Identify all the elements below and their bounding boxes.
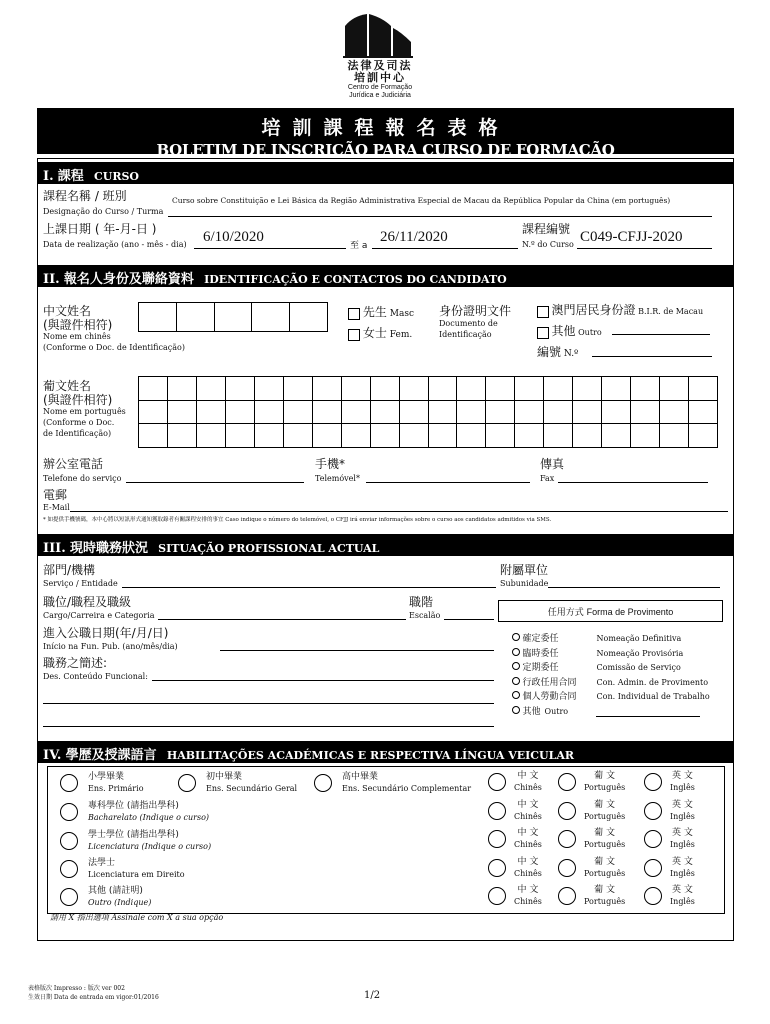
cargo-input[interactable] (158, 619, 406, 620)
date-to-value[interactable]: 26/11/2020 (380, 229, 448, 245)
section-4-title-zh: 學歷及授課語言 (65, 748, 157, 763)
cfjj-logo-icon (343, 12, 413, 58)
section-4-title-pt: HABILITAÇÕES ACADÉMICAS E RESPECTIVA LÍNGUA VEICULAR (166, 749, 575, 762)
secgeral-option-label (206, 771, 297, 795)
lang-chinese-circle[interactable] (488, 773, 506, 791)
primary-option-circle[interactable] (60, 774, 78, 792)
subunit-input[interactable] (548, 587, 720, 588)
dept-label-pt: Serviço / Entidade (43, 579, 118, 588)
func-label-zh: 職務之簡述: (43, 656, 108, 670)
other-doc-underline (612, 334, 710, 335)
seccomp-label-pt: Ens. Secundário Complementar (342, 784, 472, 793)
section-2-header (37, 265, 734, 287)
lang-portuguese-pt: Português (584, 783, 626, 792)
secgeral-label-zh: 初中畢業 (206, 772, 243, 782)
doc-label-pt-1: Documento de (439, 319, 498, 328)
date-label-pt: Data de realização (ano - mês - dia) (43, 240, 187, 249)
footer-version (28, 984, 159, 1002)
section-1-number: I. (43, 169, 54, 184)
name-zh-label-zh-2: (與證件相符) (43, 318, 113, 332)
logo-zh-line1: 法律及司法 (347, 59, 413, 72)
provimento-options (512, 632, 710, 720)
lang-portuguese-label (584, 770, 625, 794)
footer-print-line: 表格版次 Impresso : 版次 ver 002 (28, 985, 125, 992)
mr-label-zh: 先生 (362, 305, 387, 319)
lang-english-label (670, 799, 695, 823)
func-input-line-2[interactable] (43, 703, 494, 704)
name-pt-input-grid[interactable] (138, 376, 718, 448)
lang-chinese-pt: Chinês (514, 840, 542, 850)
section-2-number: II. (43, 272, 60, 287)
doc-number-label-pt: N.º (563, 349, 579, 359)
subunit-label-zh: 附屬單位 (500, 563, 549, 577)
office-phone-label-pt: Telefone do serviço (43, 474, 122, 483)
name-pt-label-pt-2: (Conforme o Doc. (43, 418, 115, 427)
bir-label-zh: 澳門居民身份證 (551, 303, 636, 317)
lang-english-circle[interactable] (644, 830, 662, 848)
provimento-other-input[interactable] (596, 716, 700, 717)
section-4-number: IV. (43, 748, 62, 763)
name-pt-label-zh-2: (與證件相符) (43, 393, 113, 407)
section-4-header (37, 741, 734, 763)
date-from-value[interactable]: 6/10/2020 (203, 229, 264, 245)
lang-portuguese-zh: 葡 文 (594, 885, 616, 896)
logo-pt-line2: Jurídica e Judiciária (349, 91, 411, 99)
lang-portuguese-circle[interactable] (558, 887, 576, 905)
secgeral-option-circle[interactable] (178, 774, 196, 792)
cargo-label-zh: 職位/職程及職級 (43, 595, 132, 609)
section-1-title-zh: 課程 (57, 169, 84, 184)
lang-chinese-zh: 中 文 (517, 771, 539, 781)
seccomp-label-zh: 高中畢業 (342, 772, 379, 782)
other-degree-label-zh: 其他 (請註明) (88, 886, 143, 896)
radio-circle-icon[interactable] (512, 677, 520, 685)
section-1-header (37, 162, 734, 184)
dept-label-zh: 部門/機構 (43, 563, 96, 577)
doc-number-label-zh: 編號 (537, 345, 562, 359)
lang-english-circle[interactable] (644, 859, 662, 877)
func-label-pt: Des. Conteúdo Funcional: (43, 672, 148, 681)
lang-portuguese-pt: Português (584, 840, 626, 850)
logo-text (330, 60, 430, 100)
bir-checkbox[interactable] (537, 306, 549, 318)
course-name-value[interactable]: Curso sobre Constituição e Lei Básica da Região Administrativa Especial de Macau da República Popular da China (em português) (172, 196, 671, 205)
form-title-zh: 培訓課程報名表格 (261, 117, 510, 139)
law-degree-label-pt: Licenciatura em Direito (88, 870, 185, 879)
section-3-title-pt: SITUAÇÃO PROFISSIONAL ACTUAL (158, 542, 380, 555)
provimento-label-pt: Nomeação Provisória (596, 648, 684, 658)
sms-note: * 如提供手機號碼，本中心將以短訊形式通知獲取錄者有關課程安排的事宜 Caso indique o número do telemóvel, o CFJJ irá enviar informações sobre o curso aos candidatos admitidos via SMS. (43, 517, 552, 523)
radio-circle-icon[interactable] (512, 633, 520, 641)
doc-label-zh: 身份證明文件 (439, 304, 512, 318)
provimento-title-zh: 任用方式 (547, 608, 584, 618)
bacharelato-option-circle[interactable] (60, 803, 78, 821)
provimento-option[interactable] (512, 705, 710, 720)
course-code-label-zh: 課程編號 (522, 222, 571, 236)
lang-english-circle[interactable] (644, 773, 662, 791)
provimento-title-pt: Forma de Provimento (586, 607, 674, 617)
lang-portuguese-pt: Português (584, 868, 626, 878)
seccomp-option-circle[interactable] (314, 774, 332, 792)
start-date-input[interactable] (220, 650, 494, 651)
escalao-label-zh: 職階 (409, 595, 434, 609)
lang-chinese-pt: Chinês (514, 897, 542, 907)
section-3-header (37, 534, 734, 556)
date-from-underline (194, 248, 346, 249)
office-phone-label-zh: 辦公室電話 (43, 457, 104, 471)
form-title-bar (37, 108, 734, 159)
provimento-option[interactable] (512, 661, 710, 676)
instruction-note: 請用 X 指出選項 Assinale com X a sua opção (50, 913, 224, 922)
lang-english-pt: Inglês (670, 811, 695, 821)
lang-portuguese-pt: Português (584, 897, 626, 907)
subunit-label-pt: Subunidade (500, 579, 549, 588)
lang-english-label (670, 827, 695, 851)
cargo-label-pt: Cargo/Carreira e Categoria (43, 611, 155, 620)
radio-circle-icon[interactable] (512, 648, 520, 656)
lang-portuguese-zh: 葡 文 (594, 799, 616, 810)
form-title-pt: BOLETIM DE INSCRIÇÃO PARA CURSO DE FORMAÇÃO (156, 141, 615, 159)
lang-english-zh: 英 文 (671, 856, 693, 867)
email-label-zh: 電郵 (43, 488, 68, 502)
law-degree-label-zh: 法學士 (88, 858, 116, 868)
doc-number-underline[interactable] (592, 356, 712, 357)
lang-chinese-zh: 中 文 (517, 828, 539, 839)
provimento-label-pt: Outro (544, 706, 569, 716)
lang-english-circle[interactable] (644, 887, 662, 905)
lang-chinese-label (514, 770, 542, 794)
provimento-label-pt: Con. Admin. de Provimento (596, 677, 709, 687)
lang-english-label (670, 770, 695, 794)
start-date-label-pt: Início na Fun. Pub. (ano/mês/dia) (43, 642, 178, 651)
section-2-title-pt: IDENTIFICAÇÃO E CONTACTOS DO CANDIDATO (204, 273, 507, 286)
law-degree-option-circle[interactable] (60, 860, 78, 878)
licenciatura-label-pt: Licenciatura (Indique o curso) (88, 842, 212, 851)
mrs-option[interactable] (348, 324, 412, 341)
provimento-label-pt: Con. Individual de Trabalho (596, 692, 710, 702)
lang-portuguese-circle[interactable] (558, 830, 576, 848)
lang-portuguese-label (584, 827, 625, 851)
doc-number-label (537, 343, 578, 360)
primary-label-pt: Ens. Primário (88, 784, 144, 793)
lang-english-zh: 英 文 (671, 799, 693, 810)
lang-english-zh: 英 文 (671, 885, 693, 896)
name-pt-label-pt-1: Nome em português (43, 407, 126, 416)
language-row (488, 799, 723, 828)
email-input[interactable] (70, 511, 728, 512)
logo-pt-line1: Centro de Formação (347, 84, 413, 92)
other-doc-label-pt: Outro (578, 328, 602, 337)
date-label-zh: 上課日期 ( 年-月-日 ) (43, 222, 157, 236)
bacharelato-option-label (88, 800, 209, 824)
lang-english-label (670, 884, 695, 908)
lang-chinese-zh: 中 文 (517, 799, 539, 810)
lang-portuguese-zh: 葡 文 (594, 828, 616, 839)
bacharelato-label-zh: 專科學位 (請指出學科) (88, 801, 179, 811)
start-date-label-zh: 進入公職日期(年/月/日) (43, 626, 169, 640)
other-degree-label-pt: Outro (Indique) (88, 898, 152, 907)
lang-chinese-label (514, 799, 542, 823)
provimento-label-zh: 個人勞動合同 (522, 692, 577, 703)
language-row (488, 856, 723, 885)
other-degree-option-circle[interactable] (60, 888, 78, 906)
bir-label-pt: B.I.R. de Macau (638, 307, 704, 316)
other-doc-checkbox[interactable] (537, 327, 549, 339)
lang-english-circle[interactable] (644, 802, 662, 820)
provimento-label-pt: Comissão de Serviço (596, 663, 681, 673)
footer-date-line: 生效日期 Data de entrada em vigor:01/2016 (28, 994, 159, 1001)
provimento-label-zh: 其他 (522, 706, 541, 717)
course-code-underline (577, 248, 712, 249)
escalao-label-pt: Escalão (409, 611, 441, 620)
section-1-title-pt: CURSO (94, 170, 140, 183)
fax-label-pt: Fax (540, 474, 555, 483)
name-pt-label-zh-1: 葡文姓名 (43, 379, 92, 393)
mobile-label-zh: 手機* (315, 457, 346, 471)
radio-circle-icon[interactable] (512, 691, 520, 699)
lang-chinese-pt: Chinês (514, 811, 542, 821)
name-pt-label-pt-3: de Identificação) (43, 429, 112, 438)
lang-chinese-circle[interactable] (488, 830, 506, 848)
provimento-label-zh: 確定委任 (522, 634, 559, 644)
mrs-label-pt: Fem. (389, 330, 413, 340)
lang-english-pt: Inglês (670, 897, 695, 907)
language-row (488, 884, 723, 913)
doc-label-pt-2: Identificação (439, 330, 492, 339)
provimento-label-zh: 臨時委任 (522, 648, 559, 659)
lang-chinese-pt: Chinês (514, 868, 542, 878)
provimento-label-pt: Nomeação Definitiva (596, 634, 682, 643)
section-2-title-zh: 報名人身份及聯絡資料 (63, 272, 194, 287)
func-input-line-1[interactable] (152, 680, 494, 681)
course-code-label-pt: N.º do Curso (522, 240, 574, 249)
lang-chinese-label (514, 884, 542, 908)
mr-option[interactable] (348, 303, 414, 320)
bir-option[interactable] (537, 301, 703, 318)
provimento-option[interactable] (512, 676, 710, 691)
lang-chinese-zh: 中 文 (517, 856, 539, 867)
lang-chinese-circle[interactable] (488, 887, 506, 905)
provimento-title-box (498, 600, 723, 622)
email-label-pt: E-Mail (43, 503, 70, 512)
date-to-underline (372, 248, 518, 249)
date-to-label: 至 a (350, 241, 368, 251)
lang-chinese-zh: 中 文 (517, 885, 539, 896)
other-doc-option[interactable] (537, 322, 602, 339)
mr-label-pt: Masc (389, 309, 415, 319)
radio-circle-icon[interactable] (512, 662, 520, 670)
mrs-checkbox[interactable] (348, 329, 360, 341)
name-zh-input-grid[interactable] (138, 302, 328, 332)
law-degree-option-label (88, 857, 185, 881)
mobile-input[interactable] (366, 482, 530, 483)
lang-english-pt: Inglês (670, 868, 695, 878)
provimento-label-zh: 行政任用合同 (522, 677, 577, 688)
lang-chinese-label (514, 827, 542, 851)
other-degree-option-label (88, 885, 151, 909)
lang-portuguese-label (584, 799, 625, 823)
lang-portuguese-pt: Português (584, 811, 626, 821)
fax-input[interactable] (558, 482, 708, 483)
lang-english-pt: Inglês (670, 840, 695, 850)
lang-portuguese-circle[interactable] (558, 773, 576, 791)
fax-label-zh: 傳真 (540, 457, 565, 471)
func-input-line-3[interactable] (43, 726, 494, 727)
lang-portuguese-zh: 葡 文 (594, 856, 616, 867)
lang-portuguese-label (584, 884, 625, 908)
provimento-option[interactable] (512, 647, 710, 662)
name-zh-label-pt-1: Nome em chinês (43, 332, 111, 341)
escalao-input[interactable] (444, 619, 494, 620)
provimento-option[interactable] (512, 690, 710, 705)
course-label-zh: 課程名稱 / 班別 (43, 189, 127, 203)
name-zh-label-zh-1: 中文姓名 (43, 304, 92, 318)
logo-zh-line2: 培訓中心 (354, 71, 406, 85)
section-3-title-zh: 現時職務狀況 (69, 541, 148, 556)
course-label-pt: Designação do Curso / Turma (43, 207, 164, 216)
lang-english-zh: 英 文 (671, 771, 693, 781)
secgeral-label-pt: Ens. Secundário Geral (206, 784, 298, 793)
course-code-value[interactable]: C049-CFJJ-2020 (580, 229, 683, 245)
mr-checkbox[interactable] (348, 308, 360, 320)
page-number: 1/2 (364, 990, 381, 1001)
lang-chinese-circle[interactable] (488, 802, 506, 820)
name-zh-label-pt-2: (Conforme o Doc. de Identificação) (43, 343, 185, 352)
lang-portuguese-circle[interactable] (558, 802, 576, 820)
language-row (488, 770, 723, 799)
radio-circle-icon[interactable] (512, 706, 520, 714)
lang-portuguese-label (584, 856, 625, 880)
lang-english-pt: Inglês (670, 783, 695, 792)
other-doc-label-zh: 其他 (551, 324, 576, 338)
language-columns (488, 770, 723, 913)
lang-chinese-circle[interactable] (488, 859, 506, 877)
lang-english-label (670, 856, 695, 880)
lang-portuguese-circle[interactable] (558, 859, 576, 877)
dept-input[interactable] (122, 587, 496, 588)
provimento-option[interactable] (512, 632, 710, 647)
primary-option-label (88, 771, 144, 795)
lang-chinese-pt: Chinês (514, 783, 542, 792)
course-underline (168, 216, 712, 217)
mobile-label-pt: Telemóvel* (315, 474, 360, 483)
licenciatura-option-label (88, 829, 211, 853)
primary-label-zh: 小學畢業 (88, 772, 125, 782)
lang-english-zh: 英 文 (671, 828, 693, 839)
mrs-label-zh: 女士 (362, 326, 387, 340)
licenciatura-label-zh: 學士學位 (請指出學科) (88, 830, 179, 840)
lang-chinese-label (514, 856, 542, 880)
bacharelato-label-pt: Bacharelato (Indique o curso) (88, 813, 210, 822)
provimento-label-zh: 定期委任 (522, 663, 559, 674)
section-3-number: III. (43, 541, 66, 556)
language-row (488, 827, 723, 856)
office-phone-input[interactable] (126, 482, 304, 483)
seccomp-option-label (342, 771, 471, 795)
licenciatura-option-circle[interactable] (60, 832, 78, 850)
lang-portuguese-zh: 葡 文 (594, 771, 616, 781)
